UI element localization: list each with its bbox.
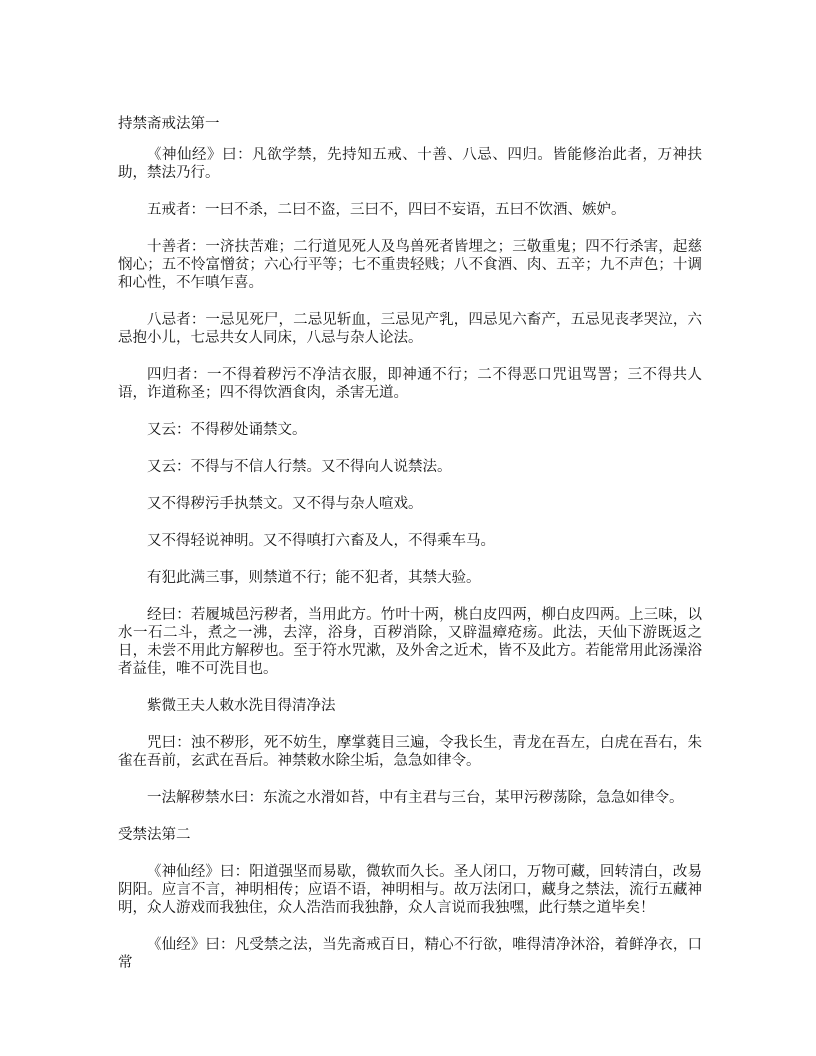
paragraph: 十善者：一济扶苦难；二行道见死人及鸟兽死者皆埋之；三敬重鬼；四不行杀害，起慈悯心；五不怜富憎贫；六心行平等；七不重贵轻贱；八不食酒、肉、五辛；九不声色；十调和心性，不乍嗔乍喜。: [118, 239, 702, 291]
paragraph: 又云：不得秽处诵禁文。: [147, 422, 307, 438]
paragraph: 《神仙经》曰：阳道强坚而易歇，微软而久长。圣人闭口，万物可藏，回转清白，改易阴阳。应言不言，神明相传；应语不语，神明相与。故万法闭口，藏身之禁法，流行五藏神明，众人游戏而我独住，众人浩浩而我独静，众人言说而我独嘿，此行禁之道毕矣！: [118, 864, 702, 916]
paragraph: 又云：不得与不信人行禁。又不得向人说禁法。: [147, 459, 452, 475]
paragraph: 经曰：若履城邑污秽者，当用此方。竹叶十两，桃白皮四两，柳白皮四两。上三味，以水一石二斗，煮之一沸，去滓，浴身，百秽消除，又辟温瘴疮疡。此法，天仙下游既返之日，未尝不用此方解秽也。至于符水咒漱，及外舍之近术，皆不及此方。若能常用此汤澡浴者益佳，唯不可洗目也。: [118, 607, 702, 677]
paragraph: 五戒者：一曰不杀，二曰不盗，三曰不，四曰不妄语，五曰不饮酒、嫉妒。: [147, 202, 626, 218]
paragraph: 一法解秽禁水曰：东流之水滑如苔，中有主君与三台，某甲污秽荡除，急急如律令。: [147, 790, 684, 806]
paragraph: 《仙经》曰：凡受禁之法，当先斋戒百日，精心不行欲，唯得清净沐浴，着鲜净衣，口常: [118, 937, 702, 971]
section-title: 受禁法第二: [118, 827, 191, 843]
paragraph: 又不得轻说神明。又不得嗔打六畜及人，不得乘车马。: [147, 533, 495, 549]
paragraph: 《神仙经》曰：凡欲学禁，先持知五戒、十善、八忌、四归。皆能修治此者，万神扶助，禁法乃行。: [118, 147, 702, 181]
section-title: 持禁斋戒法第一: [118, 116, 220, 132]
paragraph: 四归者：一不得着秽污不净洁衣服，即神通不行；二不得恶口咒诅骂詈；三不得共人语，诈道称圣；四不得饮酒食肉，杀害无道。: [118, 367, 702, 401]
subheading: 紫微王夫人敕水洗目得清净法: [147, 698, 336, 714]
paragraph: 又不得秽污手执禁文。又不得与杂人喧戏。: [147, 496, 423, 512]
paragraph: 咒曰：浊不秽形，死不妨生，摩掌蕤目三遍，令我长生，青龙在吾左，白虎在吾右，朱雀在吾前，玄武在吾后。神禁敕水除尘垢，急急如律令。: [118, 735, 702, 769]
paragraph: 八忌者：一忌见死尸，二忌见斩血，三忌见产乳，四忌见六畜产，五忌见丧孝哭泣，六忌抱小儿，七忌共女人同床，八忌与杂人论法。: [118, 312, 702, 346]
document-page: [118, 115, 702, 991]
paragraph: 有犯此满三事，则禁道不行；能不犯者，其禁大验。: [147, 570, 481, 586]
